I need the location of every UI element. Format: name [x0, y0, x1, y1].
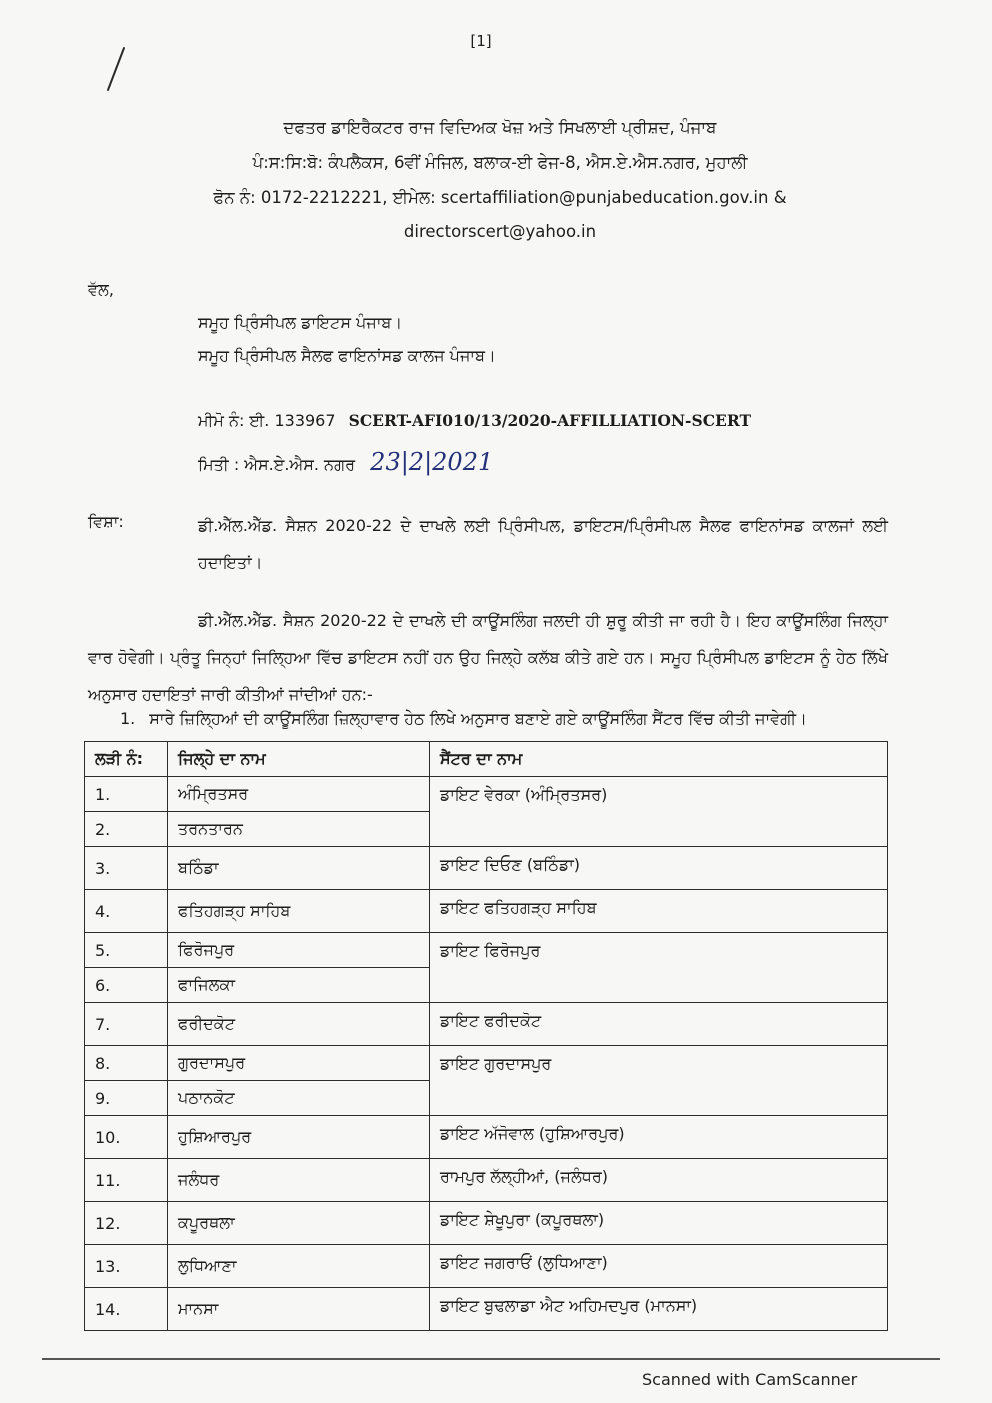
serial-cell: 6. — [85, 968, 168, 1003]
table-row — [85, 1116, 888, 1159]
serial-cell: 12. — [85, 1202, 168, 1245]
district-cell: ਬਠਿੰਡਾ — [168, 847, 430, 890]
serial-cell: 7. — [85, 1003, 168, 1046]
district-cell: ਪਠਾਨਕੋਟ — [168, 1081, 430, 1116]
district-cell: ਫਤਿਹਗੜ੍ਹ ਸਾਹਿਬ — [168, 890, 430, 933]
header-serial: ਲੜੀ ਨੰ: — [85, 742, 168, 777]
district-cell: ਫਾਜਿਲਕਾ — [168, 968, 430, 1003]
serial-cell: 11. — [85, 1159, 168, 1202]
serial-cell: 8. — [85, 1046, 168, 1081]
recipient-1: ਸਮੂਹ ਪ੍ਰਿੰਸੀਪਲ ਡਾਇਟਸ ਪੰਜਾਬ। — [198, 313, 403, 332]
serial-cell: 5. — [85, 933, 168, 968]
center-cell: ਡਾਇਟ ਫਤਿਹਗੜ੍ਹ ਸਾਹਿਬ — [430, 890, 888, 933]
table-row — [85, 1245, 888, 1288]
serial-cell: 9. — [85, 1081, 168, 1116]
center-cell: ਡਾਇਟ ਅੱਜੋਵਾਲ (ਹੁਸ਼ਿਆਰਪੁਰ) — [430, 1116, 888, 1159]
memo-reference: SCERT-AFI010/13/2020-AFFILLIATION-SCERT — [348, 411, 751, 430]
table-row — [85, 777, 888, 812]
table-body — [85, 777, 888, 1331]
district-cell: ਅੰਮ੍ਰਿਤਸਰ — [168, 777, 430, 812]
memo-line — [198, 411, 751, 431]
recipient-2: ਸਮੂਹ ਪ੍ਰਿੰਸੀਪਲ ਸੈਲਫ ਫਾਇਨਾਂਸਡ ਕਾਲਜ ਪੰਜਾਬ। — [198, 346, 496, 365]
table-row — [85, 1159, 888, 1202]
serial-cell: 1. — [85, 777, 168, 812]
bottom-divider — [42, 1358, 940, 1360]
table-row — [85, 847, 888, 890]
table-row — [85, 1003, 888, 1046]
counselling-centers-table — [84, 741, 888, 1331]
table-row — [85, 1288, 888, 1331]
center-cell: ਡਾਇਟ ਜਗਰਾਓਂ (ਲੁਧਿਆਣਾ) — [430, 1245, 888, 1288]
district-cell: ਜਲੰਧਰ — [168, 1159, 430, 1202]
center-cell: ਡਾਇਟ ਗੁਰਦਾਸਪੁਰ — [430, 1046, 888, 1116]
page-number: [1] — [470, 32, 492, 50]
date-label: ਮਿਤੀ : ਐਸ.ਏ.ਐਸ. ਨਗਰ — [198, 455, 356, 474]
center-cell: ਡਾਇਟ ਦਿਓਣ (ਬਠਿੰਡਾ) — [430, 847, 888, 890]
district-cell: ਗੁਰਦਾਸਪੁਰ — [168, 1046, 430, 1081]
instruction-item-1 — [120, 709, 807, 729]
serial-cell: 4. — [85, 890, 168, 933]
scanner-watermark: Scanned with CamScanner — [642, 1370, 858, 1389]
body-paragraph: ਡੀ.ਐੱਲ.ਐੱਡ. ਸੈਸ਼ਨ 2020-22 ਦੇ ਦਾਖਲੇ ਦੀ ਕਾਊਂਸਲਿੰਗ ਜਲਦੀ ਹੀ ਸ਼ੁਰੂ ਕੀਤੀ ਜਾ ਰਹੀ ਹੈ। ਇਹ ਕਾਊਂਸਲਿੰਗ ਜਿਲ੍ਹਾ ਵਾਰ ਹੋਵੇਗੀ। ਪ੍ਰੰਤੂ ਜਿਨ੍ਹਾਂ ਜਿਲ੍ਹਿਆ ਵਿੱਚ ਡਾਇਟਸ ਨਹੀਂ ਹਨ ਉਹ ਜਿਲ੍ਹੇ ਕਲੱਬ ਕੀਤੇ ਗਏ ਹਨ। ਸਮੂਹ ਪ੍ਰਿੰਸੀਪਲ ਡਾਇਟਸ ਨੂੰ ਹੇਠ ਲਿੱਖੇ ਅਨੁਸਾਰ ਹਦਾਇਤਾਂ ਜਾਰੀ ਕੀਤੀਆਂ ਜਾਂਦੀਆਂ ਹਨ:- — [88, 611, 888, 704]
handwritten-date: 23|2|2021 — [370, 448, 494, 476]
center-cell: ਰਾਮਪੁਰ ਲੱਲ੍ਹੀਆਂ, (ਜਲੰਧਰ) — [430, 1159, 888, 1202]
district-cell: ਤਰਨਤਾਰਨ — [168, 812, 430, 847]
center-cell: ਡਾਇਟ ਵੇਰਕਾ (ਅੰਮ੍ਰਿਤਸਰ) — [430, 777, 888, 847]
to-label: ਵੱਲ, — [88, 280, 114, 299]
office-email: directorscert@yahoo.in — [403, 222, 597, 241]
district-cell: ਫਿਰੋਜਪੁਰ — [168, 933, 430, 968]
subject-text: ਡੀ.ਐੱਲ.ਐੱਡ. ਸੈਸ਼ਨ 2020-22 ਦੇ ਦਾਖਲੇ ਲਈ ਪ੍ਰਿੰਸੀਪਲ, ਡਾਇਟਸ/ਪ੍ਰਿੰਸੀਪਲ ਸੈਲਫ ਫਾਇਨਾਂਸਡ ਕਾਲਜਾਂ ਲਈ ਹਦਾਇਤਾਂ। — [198, 516, 888, 572]
header-center: ਸੈਂਟਰ ਦਾ ਨਾਮ — [430, 742, 888, 777]
office-contact: ਫੋਨ ਨੰ: 0172-2212221, ਈਮੇਲ: scertaffiliation@punjabeducation.gov.in & — [213, 188, 787, 207]
memo-label: ਮੀਮੋ ਨੰ: ਈ. 133967 — [198, 411, 336, 430]
table-header-row — [85, 742, 888, 777]
serial-cell: 14. — [85, 1288, 168, 1331]
table-row — [85, 1202, 888, 1245]
district-cell: ਫਰੀਦਕੋਟ — [168, 1003, 430, 1046]
office-name: ਦਫਤਰ ਡਾਇਰੈਕਟਰ ਰਾਜ ਵਿਦਿਅਕ ਖੋਜ਼ ਅਤੇ ਸਿਖਲਾਈ ਪ੍ਰੀਸ਼ਦ, ਪੰਜਾਬ — [283, 118, 717, 137]
district-cell: ਲੁਧਿਆਣਾ — [168, 1245, 430, 1288]
serial-cell: 3. — [85, 847, 168, 890]
center-cell: ਡਾਇਟ ਬੁਢਲਾਡਾ ਐਟ ਅਹਿਮਦਪੁਰ (ਮਾਨਸਾ) — [430, 1288, 888, 1331]
serial-cell: 2. — [85, 812, 168, 847]
district-cell: ਮਾਨਸਾ — [168, 1288, 430, 1331]
district-cell: ਹੁਸ਼ਿਆਰਪੁਰ — [168, 1116, 430, 1159]
office-address: ਪੰ:ਸ:ਸਿ:ਬੋ: ਕੰਪਲੈਕਸ, 6ਵੀਂ ਮੰਜਿਲ, ਬਲਾਕ-ਈ ਫੇਜ-8, ਐਸ.ਏ.ਐਸ.ਨਗਰ, ਮੁਹਾਲੀ — [252, 153, 748, 172]
table-row — [85, 890, 888, 933]
subject-label: ਵਿਸ਼ਾ: — [88, 512, 124, 531]
pen-slash-mark — [100, 46, 130, 94]
table-row — [85, 933, 888, 968]
center-cell: ਡਾਇਟ ਫਰੀਦਕੋਟ — [430, 1003, 888, 1046]
item-number: 1. — [120, 709, 136, 728]
date-line — [198, 448, 493, 476]
table-row — [85, 1046, 888, 1081]
center-cell: ਡਾਇਟ ਫਿਰੋਜਪੁਰ — [430, 933, 888, 1003]
district-cell: ਕਪੂਰਥਲਾ — [168, 1202, 430, 1245]
item-text: ਸਾਰੇ ਜ਼ਿਲ੍ਹਿਆਂ ਦੀ ਕਾਊਂਸਲਿੰਗ ਜ਼ਿਲ੍ਹਾਵਾਰ ਹੇਠ ਲਿਖੇ ਅਨੁਸਾਰ ਬਣਾਏ ਗਏ ਕਾਊਂਸਲਿੰਗ ਸੈਂਟਰ ਵਿੱਚ ਕੀਤੀ ਜਾਵੇਗੀ। — [149, 709, 807, 728]
serial-cell: 10. — [85, 1116, 168, 1159]
serial-cell: 13. — [85, 1245, 168, 1288]
header-district: ਜਿਲ੍ਹੇ ਦਾ ਨਾਮ — [168, 742, 430, 777]
center-cell: ਡਾਇਟ ਸ਼ੇਖੂਪੁਰਾ (ਕਪੂਰਥਲਾ) — [430, 1202, 888, 1245]
